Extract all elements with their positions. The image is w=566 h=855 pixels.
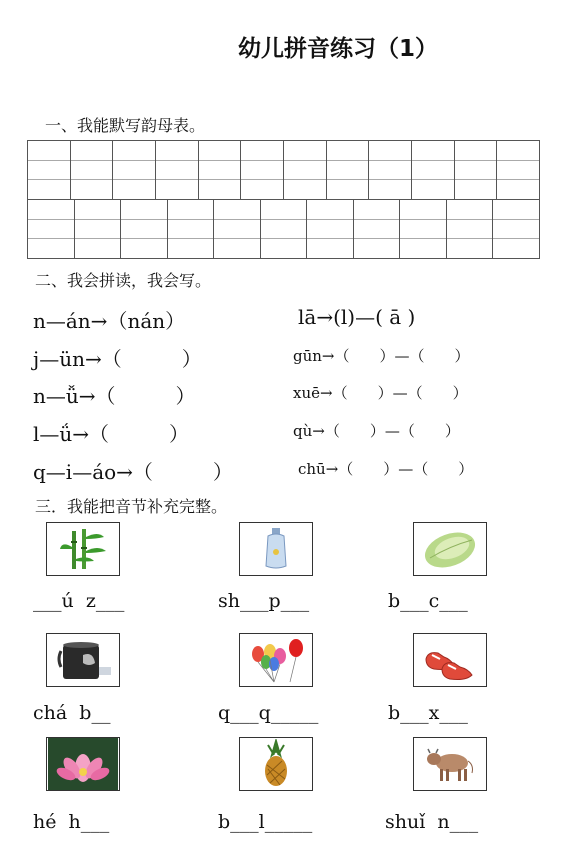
fill-1: ___ú z___ [33, 590, 125, 612]
fill-8: b___l_____ [218, 811, 313, 833]
exercise-10: chū→（ ）—（ ） [298, 460, 474, 478]
cup-icon [46, 633, 120, 687]
lotus-icon [46, 737, 120, 791]
exercise-6: xuē→（ ）—（ ） [293, 384, 468, 402]
fill-7: hé h___ [33, 811, 110, 833]
cabbage-icon [413, 522, 487, 576]
fill-5: q___q_____ [218, 702, 319, 724]
thermos-icon [239, 522, 313, 576]
writing-grid-2 [27, 199, 540, 259]
cow-icon [413, 737, 487, 791]
fill-6: b___x___ [388, 702, 468, 724]
page-title: 幼儿拼音练习（1） [237, 36, 438, 62]
pineapple-icon [239, 737, 313, 791]
fill-2: sh___p___ [218, 590, 310, 612]
section-2-heading: 二、我会拼读，我会写。 [35, 271, 212, 290]
exercise-8: qù→（ ）—（ ） [293, 422, 460, 440]
exercise-4: gūn→（ ）—（ ） [293, 347, 470, 365]
exercise-2: lā→(l)—( ā ) [298, 305, 416, 329]
exercise-3: j—ün→（ ） [33, 347, 202, 371]
writing-grid-1 [27, 140, 540, 200]
exercise-5: n—ǚ→（ ） [33, 384, 196, 408]
bamboo-icon [46, 522, 120, 576]
section-1-heading: 一、我能默写韵母表。 [45, 116, 206, 135]
exercise-9: q—i—áo→（ ） [33, 460, 233, 484]
section-3-heading: 三．我能把音节补充完整。 [35, 497, 228, 516]
fill-3: b___c___ [388, 590, 468, 612]
shoes-icon [413, 633, 487, 687]
exercise-7: l—ǘ→（ ） [33, 422, 190, 446]
balloons-icon [239, 633, 313, 687]
fill-9: shuǐ n___ [385, 811, 479, 833]
fill-4: chá b__ [33, 702, 111, 724]
exercise-1: n—án→（nán） [33, 309, 186, 333]
